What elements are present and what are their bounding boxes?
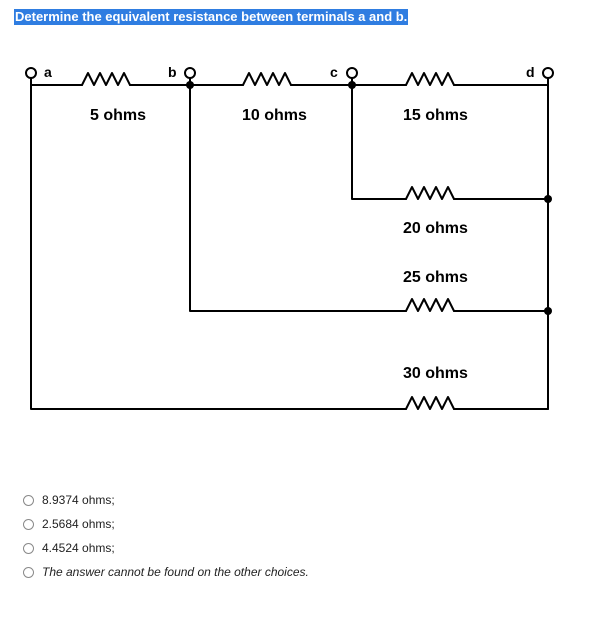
junction-c xyxy=(348,81,356,89)
choice-label: 4.4524 ohms; xyxy=(42,541,115,555)
resistor-15-symbol xyxy=(406,73,454,85)
resistor-20-symbol xyxy=(406,187,454,199)
choice-label: The answer cannot be found on the other choices. xyxy=(42,565,309,579)
radio-button[interactable] xyxy=(23,543,34,554)
resistor-30-symbol xyxy=(406,397,454,409)
radio-button[interactable] xyxy=(23,495,34,506)
terminal-b-label: b xyxy=(168,64,177,80)
terminal-a-label: a xyxy=(44,64,52,80)
choice-label: 8.9374 ohms; xyxy=(42,493,115,507)
wire-c-r20 xyxy=(352,85,406,199)
terminal-d-label: d xyxy=(526,64,535,80)
resistor-10-symbol xyxy=(243,73,291,85)
junction-b xyxy=(186,81,194,89)
resistor-25-label: 25 ohms xyxy=(403,269,468,286)
terminal-a-circle xyxy=(26,68,36,78)
resistor-25-symbol xyxy=(406,299,454,311)
resistor-10-label: 10 ohms xyxy=(242,107,307,124)
resistor-5-label: 5 ohms xyxy=(90,107,147,124)
resistor-5-symbol xyxy=(82,73,130,85)
choice-option-4[interactable] xyxy=(23,563,309,581)
choice-option-1[interactable] xyxy=(23,491,115,509)
resistor-20-label: 20 ohms xyxy=(403,220,468,237)
resistor-15-label: 15 ohms xyxy=(403,107,468,124)
wire-a-r30 xyxy=(31,85,406,409)
radio-button[interactable] xyxy=(23,519,34,530)
resistor-30-label: 30 ohms xyxy=(403,365,468,382)
terminal-b-circle xyxy=(185,68,195,78)
terminal-c-label: c xyxy=(330,64,338,80)
terminal-d-circle xyxy=(543,68,553,78)
question-text: Determine the equivalent resistance between terminals a and b. xyxy=(15,9,408,24)
choice-label: 2.5684 ohms; xyxy=(42,517,115,531)
choice-option-2[interactable] xyxy=(23,515,115,533)
junction-d-20 xyxy=(544,195,552,203)
choice-option-3[interactable] xyxy=(23,539,115,557)
radio-button[interactable] xyxy=(23,567,34,578)
junction-d-25 xyxy=(544,307,552,315)
terminal-c-circle xyxy=(347,68,357,78)
